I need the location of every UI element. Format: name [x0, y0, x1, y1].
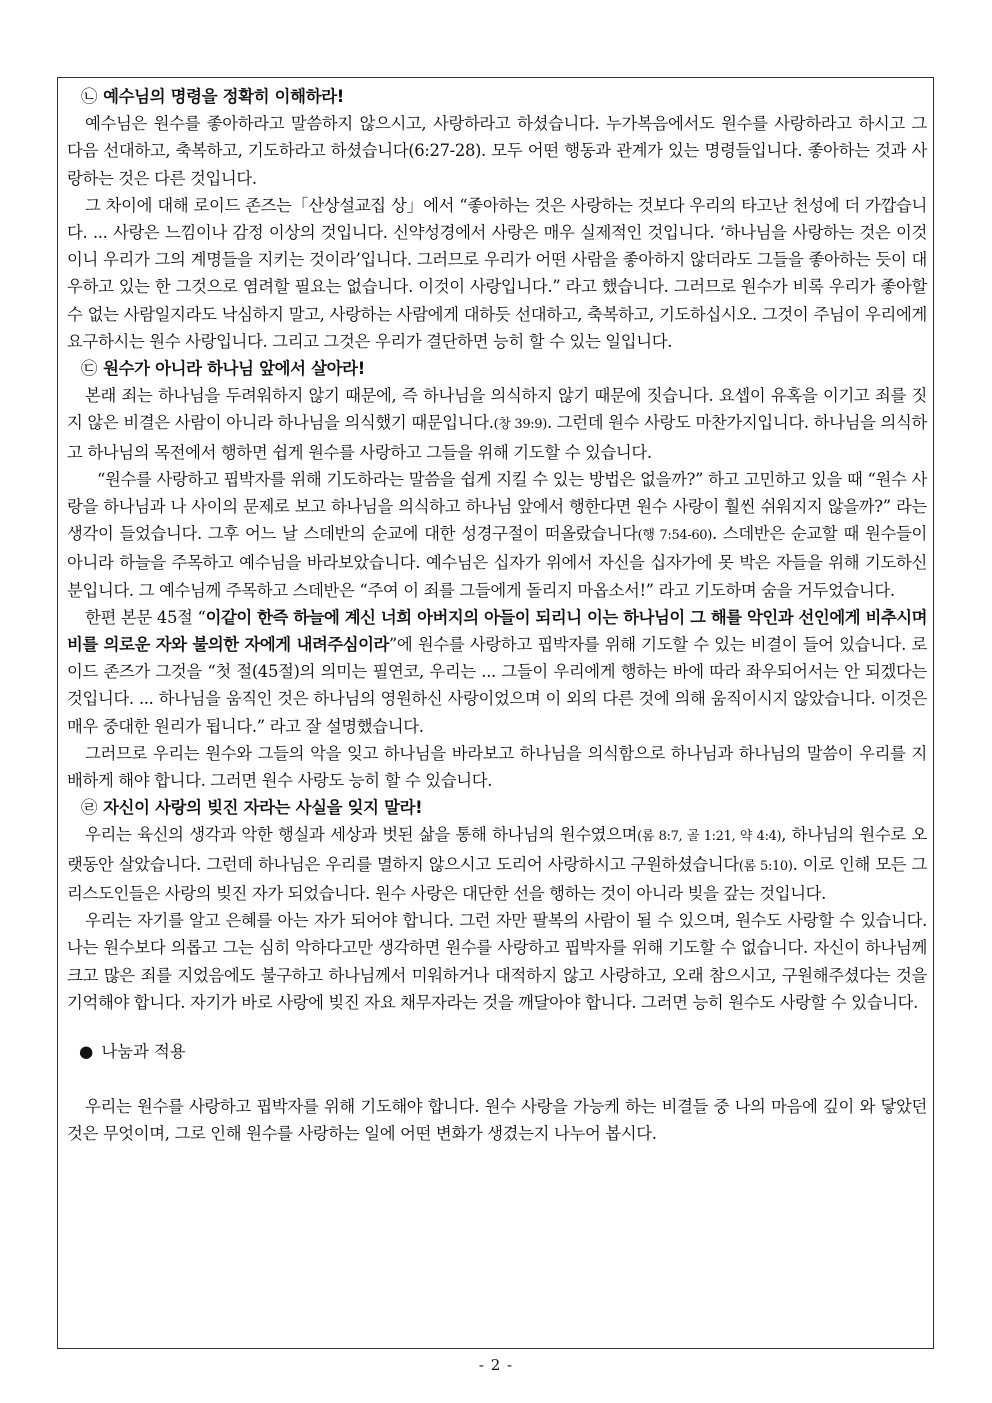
page-number: - 2 -: [478, 1356, 514, 1374]
section-heading: [67, 794, 927, 821]
paragraph-text: 한편 본문 45절 “: [85, 607, 206, 627]
scripture-reference: (창 39:9): [493, 417, 547, 433]
scripture-reference: (롬 8:7, 골 1:21, 약 4:4): [637, 829, 782, 845]
section-title: 원수가 아니라 하나님 앞에서 살아라!: [103, 359, 365, 379]
sharing-title: 나눔과 적용: [101, 1041, 186, 1061]
section-heading: [67, 355, 927, 382]
spacer: [67, 1065, 927, 1093]
paragraph-text: . 그런데 원수 사랑도 마찬가지입니다. 하나님을 의식하고 하나님의 목전에서 행하면 쉽게 원수를 사랑하고 그들을 위해 기도할 수 있습니다.: [67, 413, 928, 462]
bold-scripture-quote: 이같이 한즉 하늘에 계신 너희 아버지의 아들이 되리니 이는 하나님이 그 해를 악인과 선인에게 비추시며 비를 의로운 자와 불의한 자에게 내려주심이라: [67, 607, 927, 655]
paragraph-text: . 스데반은 순교할 때 원수들이 아니라 하늘을 주목하고 예수님을 바라보았습니다. 예수님은 십자가 위에서 자신을 십자가에 못 박은 자들을 위해 기도하신 분입니다. 그 예수님께 주목하고 스데반은 “주여 이 죄를 그들에게 돌리지 마옵소서!” 라고 기도하며 숨을 거두었습니다.: [67, 524, 927, 600]
paragraph: 그 차이에 대해 로이드 존즈는「산상설교집 상」에서 “좋아하는 것은 사랑하는 것보다 우리의 타고난 천성에 더 가깝습니다. ... 사랑은 느낌이나 감정 이상의 것입니다. 신약성경에서 사랑은 매우 실제적인 것입니다. ‘하나님을 사랑하는 것은 이것이니 우리가 그의 계명들을 지키는 것이라’입니다. 그러므로 우리가 어떤 사람을 좋아하지 않더라도 그들을 좋아하는 듯이 대우하고 있는 한 그것으로 염려할 필요는 없습니다. 이것이 사랑입니다.” 라고 했습니다. 그러므로 원수가 비록 우리가 좋아할 수 없는 사람일지라도 낙심하지 말고, 사랑하는 사람에게 대하듯 선대하고, 축복하고, 기도하십시오. 그것이 주님이 우리에게 요구하시는 원수 사랑입니다. 그리고 그것은 우리가 결단하면 능히 할 수 있는 일입니다.: [67, 195, 927, 351]
paragraph: [67, 382, 927, 466]
sharing-heading: [67, 1038, 927, 1065]
scripture-reference: (롬 5:10): [738, 858, 793, 874]
document-body: [67, 83, 927, 1147]
section-number: ㉣: [81, 798, 98, 818]
paragraph: 예수님은 원수를 좋아하라고 말씀하지 않으시고, 사랑하라고 하셨습니다. 누가복음에서도 원수를 사랑하라고 하시고 그 다음 선대하고, 축복하고, 기도하라고 하셨습니다(6:27-28). 모두 어떤 행동과 관계가 있는 명령들입니다. 좋아하는 것과 사랑하는 것은 다른 것입니다.: [67, 114, 927, 188]
bullet-icon: ●: [79, 1041, 94, 1061]
paragraph: [67, 821, 927, 907]
paragraph-text: 우리는 육신의 생각과 악한 행실과 세상과 벗된 삶을 통해 하나님의 원수였으며: [85, 825, 638, 845]
paragraph-text: ”에 원수를 사랑하고 핍박자를 위해 기도할 수 있는 비결이 들어 있습니다. 로이드 존즈가 그것을 “첫 절(45절)의 의미는 필연코, 우리는 ... 그들이 우리에게 행하는 바에 따라 좌우되어서는 안 되겠다는 것입니다. ... 하나님을 움직인 것은 하나님의 영원하신 사랑이었으며 이 외의 다른 것에 의해 움직이시지 않았습니다. 이것은 매우 중대한 원리가 됩니다.” 라고 잘 설명했습니다.: [67, 635, 927, 736]
paragraph-text: . 이로 인해 모든 그리스도인들은 사랑의 빚진 자가 되었습니다. 원수 사랑은 대단한 선을 행하는 것이 아니라 빚을 갚는 것입니다.: [67, 854, 928, 903]
scripture-reference: (행 7:54-60): [637, 528, 712, 544]
section-title: 자신이 사랑의 빚진 자라는 사실을 잊지 말라!: [103, 798, 423, 818]
section-number: ㉡: [81, 87, 98, 106]
section-title: 예수님의 명령을 정확히 이해하라!: [103, 87, 344, 106]
paragraph: 우리는 자기를 알고 은혜를 아는 자가 되어야 합니다. 그런 자만 팔복의 사람이 될 수 있으며, 원수도 사랑할 수 있습니다. 나는 원수보다 의롭고 그는 심히 악하다고만 생각하면 원수를 사랑하고 핍박자를 위해 기도할 수 없습니다. 자신이 하나님께 크고 많은 죄를 지었음에도 불구하고 하나님께서 미워하거나 대적하지 않고 사랑하고, 오래 참으시고, 구원해주셨다는 것을 기억해야 합니다. 자기가 바로 사랑에 빚진 자요 채무자라는 것을 깨달아야 합니다. 그러면 능히 원수도 사랑할 수 있습니다.: [67, 911, 927, 1012]
paragraph: 그러므로 우리는 원수와 그들의 악을 잊고 하나님을 바라보고 하나님을 의식함으로 하나님과 하나님의 말씀이 우리를 지배하게 해야 합니다. 그러면 원수 사랑도 능히 할 수 있습니다.: [67, 743, 927, 791]
sharing-paragraph: 우리는 원수를 사랑하고 핍박자를 위해 기도해야 합니다. 원수 사랑을 가능케 하는 비결들 중 나의 마음에 깊이 와 닿았던 것은 무엇이며, 그로 인해 원수를 사랑하는 일에 어떤 변화가 생겼는지 나누어 봅시다.: [67, 1096, 927, 1144]
paragraph-text: 본래 죄는 하나님을 두려워하지 않기 때문에, 즉 하나님을 의식하지 않기 때문에 짓습니다. 요셉이 유혹을 이기고 죄를 짓지 않은 비결은 사람이 아니라 하나님을 의식했기 때문입니다.: [67, 386, 927, 433]
section-heading: [67, 83, 927, 110]
paragraph: [67, 466, 927, 604]
section-number: ㉢: [81, 359, 98, 379]
paragraph-text: “원수를 사랑하고 핍박자를 위해 기도하라는 말씀을 쉽게 지킬 수 있는 방법은 없을까?” 하고 고민하고 있을 때 “원수 사랑을 하나님과 나 사이의 문제로 보고 하나님을 의식하고 하나님 앞에서 행한다면 원수 사랑이 훨씬 쉬워지지 않을까?” 라는 생각이 들었습니다. 그후 어느 날 스데반의 순교에 대한 성경구절이 떠올랐습니다: [67, 469, 927, 544]
paragraph: [67, 604, 927, 740]
paragraph-text: , 하나님의 원수로 오랫동안 살았습니다. 그런데 하나님은 우리를 멸하지 않으시고 도리어 사랑하시고 구원하셨습니다: [67, 825, 927, 874]
